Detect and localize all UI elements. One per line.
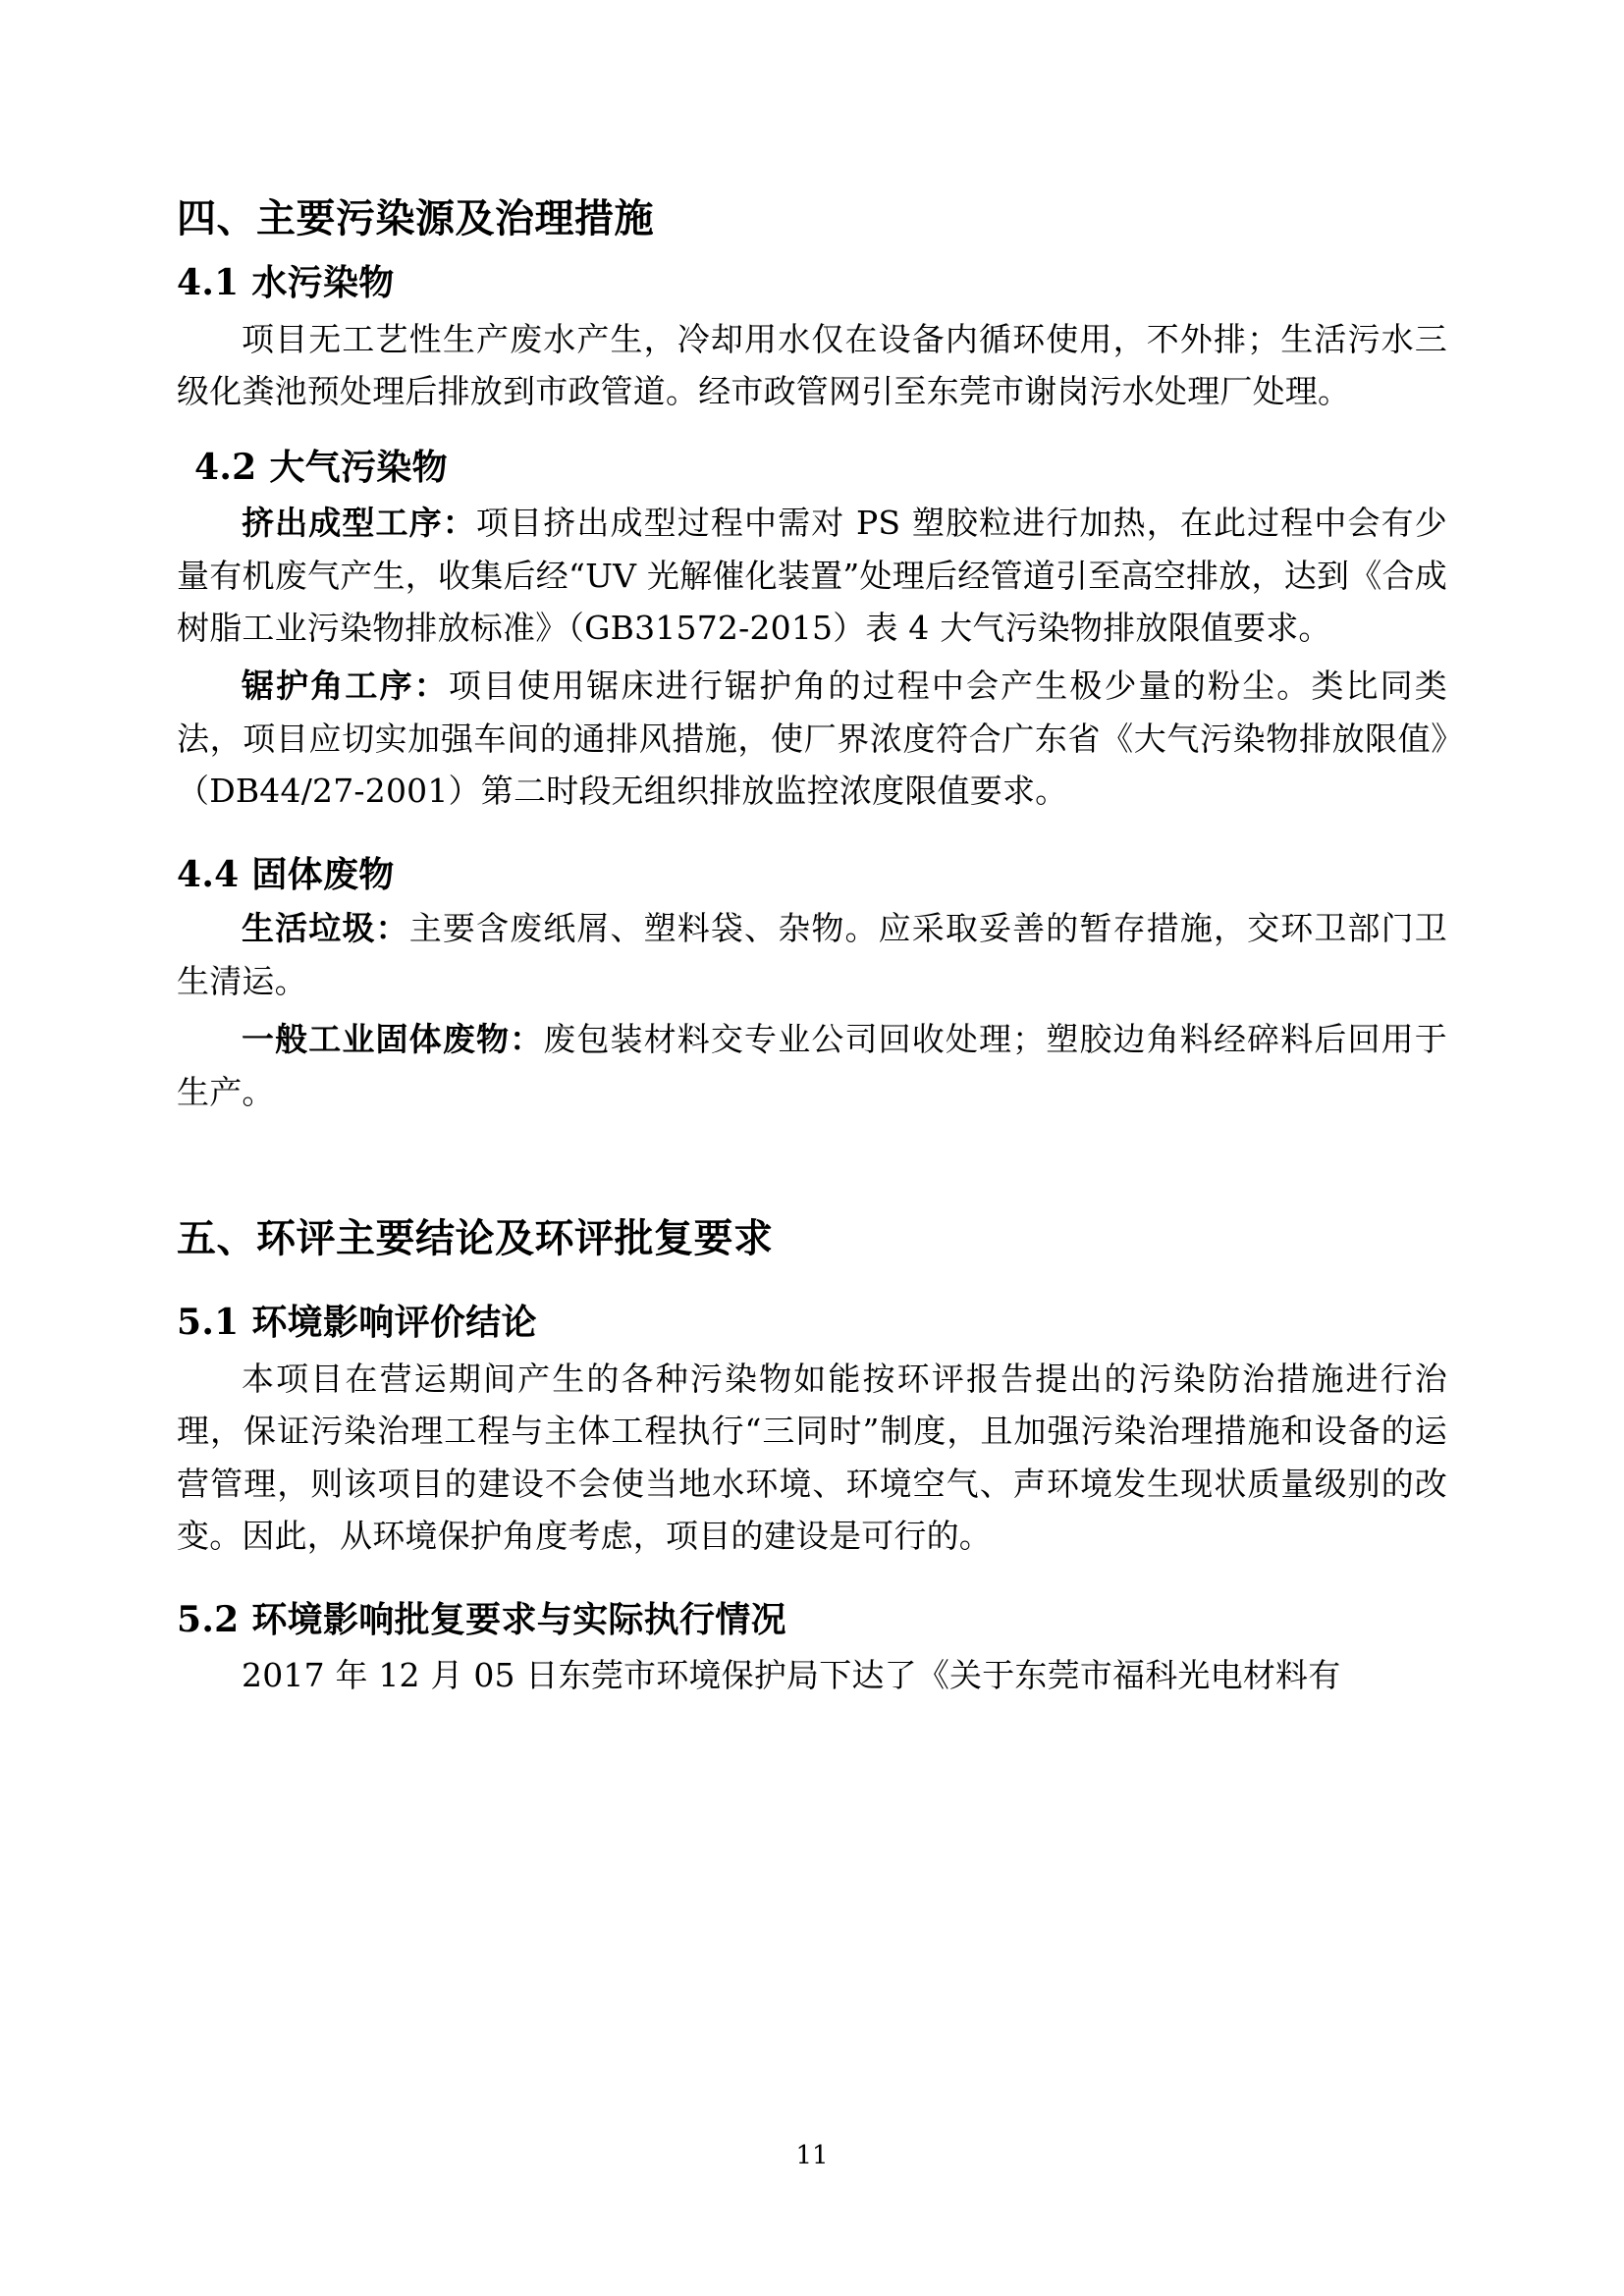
page-content — [177, 192, 1447, 1702]
paragraph-4-1-water-pollutants: 项目无工艺性生产废水产生，冷却用水仅在设备内循环使用，不外排；生活污水三级化粪池预处理后排放到市政管道。经市政管网引至东莞市谢岗污水处理厂处理。 — [177, 319, 1447, 411]
text-sawing-process: 项目使用锯床进行锯护角的过程中会产生极少量的粉尘。类比同类法，项目应切实加强车间的通排风措施，使厂界浓度符合广东省《大气污染物排放限值》（DB44/27-2001）第二时段无组织排放监控浓度限值要求。 — [177, 667, 1447, 811]
page-number: 11 — [795, 2141, 829, 2170]
heading-section-5-1: 5.1 环境影响评价结论 — [177, 1302, 537, 1344]
heading-section-5: 五、环评主要结论及环评批复要求 — [177, 1215, 774, 1262]
paragraph-5-1-eia-conclusion: 本项目在营运期间产生的各种污染物如能按环评报告提出的污染防治措施进行治理，保证污染治理工程与主体工程执行“三同时”制度，且加强污染治理措施和设备的运营管理，则该项目的建设不会使当地水环境、环境空气、声环境发生现状质量级别的改变。因此，从环境保护角度考虑，项目的建设是可行的。 — [177, 1359, 1447, 1556]
heading-section-4-1: 4.1 水污染物 — [177, 262, 395, 303]
text-domestic-waste: 主要含废纸屑、塑料袋、杂物。应采取妥善的暂存措施，交环卫部门卫生清运。 — [177, 909, 1447, 1000]
paragraph-4-2-extrusion — [177, 497, 1447, 654]
paragraph-4-4-industrial-waste — [177, 1013, 1447, 1118]
heading-section-4-2: 4.2 大气污染物 — [194, 446, 448, 488]
label-industrial-solid-waste: 一般工业固体废物： — [242, 1020, 544, 1059]
label-extrusion-process: 挤出成型工序： — [242, 504, 476, 543]
heading-section-4: 四、主要污染源及治理措施 — [177, 195, 654, 241]
text-industrial-solid-waste: 废包装材料交专业公司回收处理；塑胶边角料经碎料后回用于生产。 — [177, 1020, 1447, 1111]
heading-section-5-2: 5.2 环境影响批复要求与实际执行情况 — [177, 1598, 786, 1640]
text-extrusion-process: 项目挤出成型过程中需对 PS 塑胶粒进行加热，在此过程中会有少量有机废气产生，收集后经“UV 光解催化装置”处理后经管道引至高空排放，达到《合成树脂工业污染物排放标准》（GB31572-2015）表 4 大气污染物排放限值要求。 — [177, 504, 1447, 647]
label-domestic-waste: 生活垃圾： — [242, 909, 409, 948]
label-sawing-process: 锯护角工序： — [242, 667, 449, 706]
paragraph-4-4-domestic-waste — [177, 902, 1447, 1007]
paragraph-5-2-approval-requirements: 2017 年 12 月 05 日东莞市环境保护局下达了《关于东莞市福科光电材料有 — [242, 1656, 1341, 1695]
heading-section-4-4: 4.4 固体废物 — [177, 853, 395, 895]
paragraph-4-2-sawing — [177, 660, 1447, 817]
